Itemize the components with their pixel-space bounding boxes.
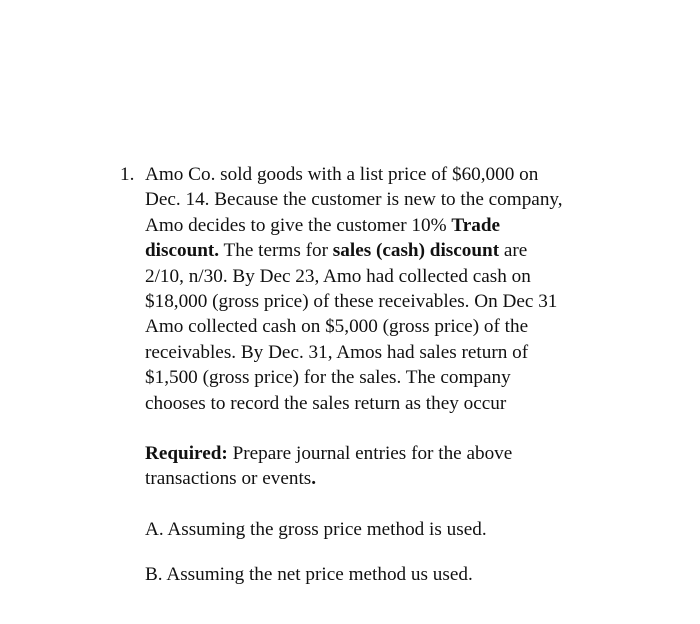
question-line-5-text: 2/10, n/30. By Dec 23, Amo had collected cash on (145, 265, 531, 287)
question-line-10 (145, 391, 620, 416)
required-line-1 (145, 441, 620, 466)
option-a: A. Assuming the gross price method is used. (145, 518, 487, 540)
question-line-5 (145, 264, 620, 289)
required-period-bold: . (311, 468, 317, 490)
question-line-4-tail: are (499, 240, 528, 262)
question-line-7-text: Amo collected cash on $5,000 (gross price) of the (145, 316, 529, 338)
required-line-1-text: Prepare journal entries for the above (227, 443, 513, 465)
option-b: B. Assuming the net price method us used. (145, 564, 473, 586)
question-line-10-text: chooses to record the sales return as they occur (145, 392, 507, 414)
required-label: Required: (145, 443, 228, 465)
question-line-1-text: Amo Co. sold goods with a list price of $60,000 on (145, 164, 539, 185)
question-1 (120, 162, 620, 588)
trade-term-bold: Trade (451, 214, 501, 236)
spacer (145, 492, 620, 517)
question-line-8 (145, 340, 620, 365)
question-line-2-text: Dec. 14. Because the customer is new to the company, (145, 189, 563, 211)
question-line-3 (145, 213, 620, 238)
question-line-4 (145, 238, 620, 263)
question-line-9 (145, 365, 620, 390)
document-body (120, 162, 620, 588)
question-number: 1. (120, 164, 135, 185)
question-line-1 (145, 162, 620, 187)
discount-term-bold: discount. (145, 240, 220, 262)
sales-discount-term-bold: sales (cash) discount (332, 240, 500, 262)
question-line-3-text: Amo decides to give the customer 10% (145, 214, 452, 236)
question-line-6-text: $18,000 (gross price) of these receivables. On Dec 31 (145, 291, 558, 313)
question-line-4-text: The terms for (219, 240, 333, 262)
question-line-2 (145, 187, 620, 212)
question-line-6 (145, 289, 620, 314)
required-line-2-text: transactions or events (145, 468, 312, 490)
spacer (145, 416, 620, 441)
question-line-7 (145, 314, 620, 339)
required-line-2 (145, 466, 620, 491)
spacer (145, 542, 620, 562)
question-line-9-text: $1,500 (gross price) for the sales. The company (145, 367, 511, 389)
question-line-8-text: receivables. By Dec. 31, Amos had sales return of (145, 341, 529, 363)
